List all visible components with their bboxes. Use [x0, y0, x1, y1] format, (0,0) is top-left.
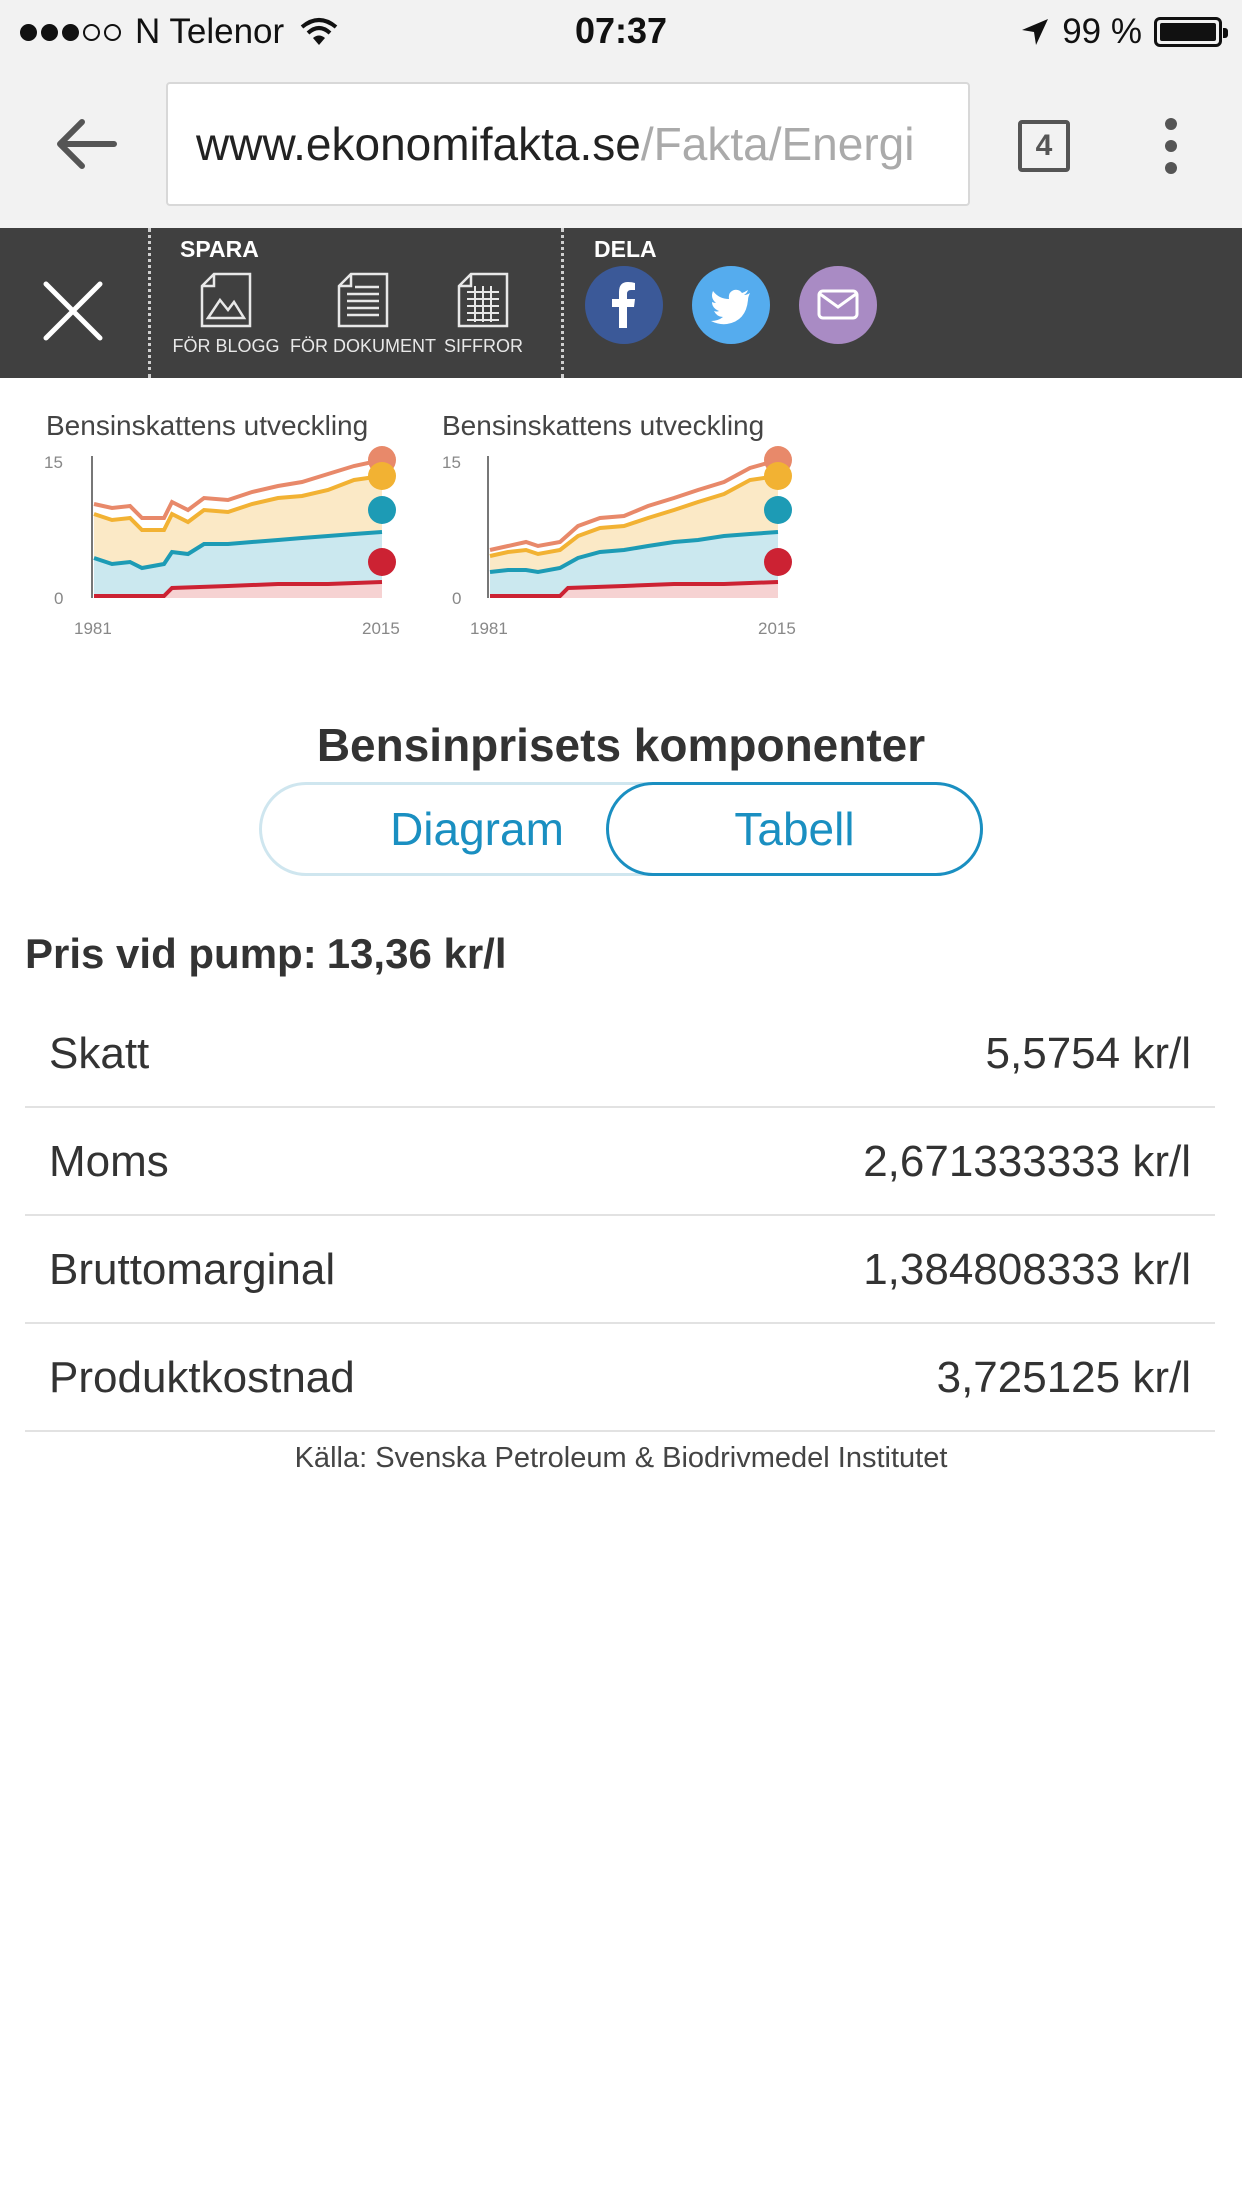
- pump-price-label: Pris vid pump:: [25, 930, 317, 977]
- source-note: Källa: Svenska Petroleum & Biodrivmedel Institutet: [294, 1442, 948, 1474]
- browser-toolbar: [0, 62, 1242, 228]
- y-min-label: 0: [54, 589, 64, 608]
- url-path: /Fakta/Energi: [640, 118, 915, 170]
- share-email-button[interactable]: [799, 266, 877, 344]
- price-components-table: [25, 1000, 1215, 1432]
- spreadsheet-icon: [457, 272, 509, 328]
- thumbnail-chart: [428, 446, 808, 646]
- save-numbers-label: SIFFROR: [444, 336, 523, 356]
- image-icon: [200, 272, 252, 328]
- table-row: [25, 1108, 1215, 1216]
- divider: [148, 228, 151, 378]
- x-start-label: 1981: [470, 619, 508, 638]
- divider: [561, 228, 564, 378]
- thumbnail-title: Bensinskattens utveckling: [442, 410, 765, 441]
- export-share-toolbar: [0, 228, 1242, 378]
- url-bar[interactable]: [166, 82, 970, 206]
- battery-percent: 99 %: [1062, 12, 1142, 51]
- battery-icon: [1154, 17, 1222, 47]
- row-label: Bruttomarginal: [49, 1245, 336, 1294]
- back-arrow-icon[interactable]: [50, 114, 120, 174]
- twitter-icon: [692, 266, 770, 344]
- url-host: www.ekonomifakta.se: [196, 118, 641, 170]
- location-arrow-icon: [1020, 17, 1050, 47]
- row-value: 2,671333333 kr/l: [863, 1137, 1191, 1186]
- row-value: 3,725125 kr/l: [936, 1353, 1191, 1402]
- save-for-document-label: FÖR DOKUMENT: [290, 336, 436, 356]
- y-max-label: 15: [442, 453, 461, 472]
- share-section-title: DELA: [594, 236, 657, 262]
- x-start-label: 1981: [74, 619, 112, 638]
- tabs-button[interactable]: 4: [1018, 120, 1070, 172]
- save-for-blog-label: FÖR BLOGG: [172, 336, 280, 356]
- save-for-blog-button[interactable]: [172, 272, 280, 357]
- chart-thumbnail[interactable]: [428, 400, 808, 650]
- email-icon: [799, 266, 877, 344]
- save-for-document-button[interactable]: [288, 272, 438, 357]
- facebook-icon: [585, 266, 663, 344]
- chart-thumbnail[interactable]: [32, 400, 412, 650]
- status-bar: [0, 0, 1242, 62]
- y-min-label: 0: [452, 589, 462, 608]
- document-icon: [337, 272, 389, 328]
- close-icon[interactable]: [40, 278, 106, 344]
- share-facebook-button[interactable]: [585, 266, 663, 344]
- save-numbers-button[interactable]: [444, 272, 522, 357]
- table-row: [25, 1324, 1215, 1432]
- row-label: Moms: [49, 1137, 169, 1186]
- clock: 07:37: [574, 10, 668, 51]
- row-label: Produktkostnad: [49, 1353, 355, 1402]
- tab-tabell[interactable]: Tabell: [606, 782, 983, 876]
- page-title: Bensinprisets komponenter: [316, 719, 926, 771]
- y-max-label: 15: [44, 453, 63, 472]
- table-row: [25, 1000, 1215, 1108]
- view-toggle: [259, 782, 983, 876]
- row-value: 5,5754 kr/l: [985, 1029, 1191, 1078]
- row-label: Skatt: [49, 1029, 150, 1078]
- overflow-menu-icon[interactable]: [1160, 118, 1182, 178]
- thumbnail-title: Bensinskattens utveckling: [46, 410, 369, 441]
- x-end-label: 2015: [758, 619, 796, 638]
- table-row: [25, 1216, 1215, 1324]
- thumbnail-chart: [32, 446, 412, 646]
- save-section-title: SPARA: [180, 236, 259, 262]
- pump-price-value: 13,36 kr/l: [326, 930, 507, 977]
- x-end-label: 2015: [362, 619, 400, 638]
- pump-price: [25, 930, 507, 978]
- status-right: [1020, 12, 1222, 52]
- share-twitter-button[interactable]: [692, 266, 770, 344]
- row-value: 1,384808333 kr/l: [863, 1245, 1191, 1294]
- tab-diagram[interactable]: Diagram: [390, 803, 564, 855]
- carrier-name: N Telenor: [135, 12, 285, 51]
